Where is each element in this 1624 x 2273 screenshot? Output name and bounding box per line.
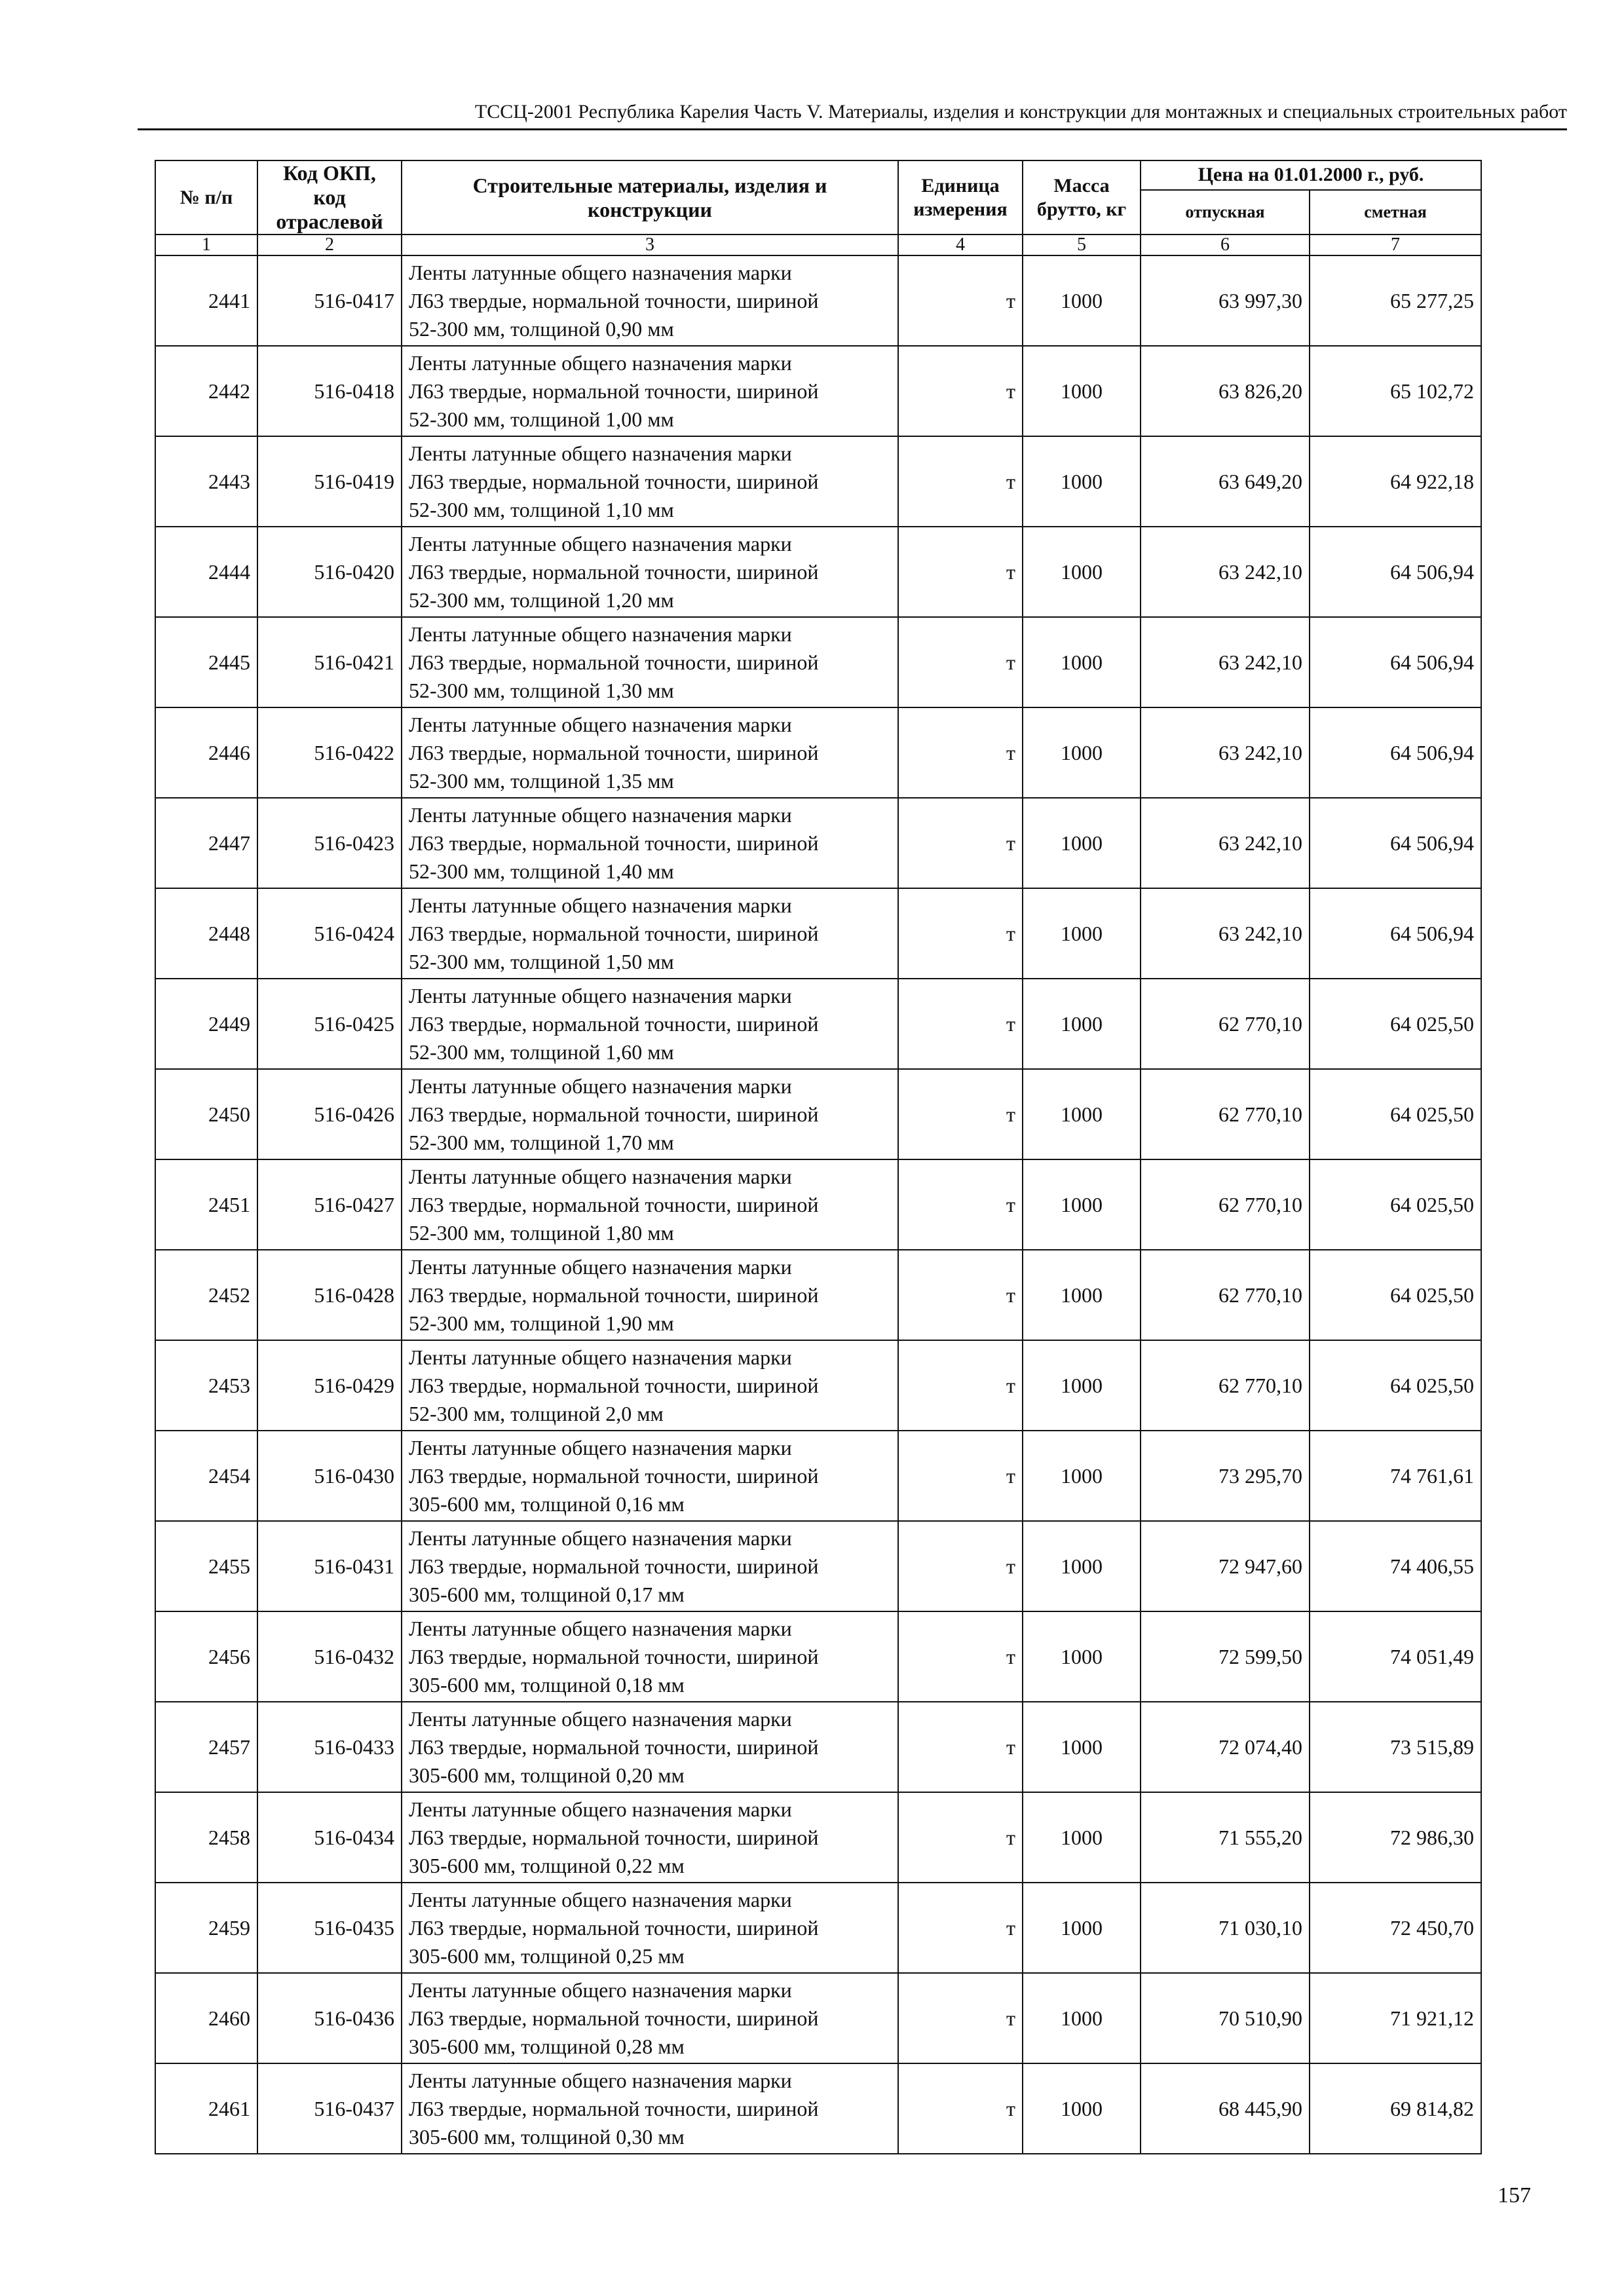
column-number: 5: [1023, 235, 1141, 255]
row-mass: 1000: [1023, 346, 1141, 436]
row-price-release: 63 242,10: [1141, 527, 1310, 617]
row-material-name: [402, 1702, 898, 1792]
row-unit: т: [898, 436, 1023, 527]
table-row: [155, 1340, 1481, 1431]
row-number: 2461: [155, 2063, 257, 2154]
row-material-line: 305-600 мм, толщиной 0,25 мм: [409, 1944, 685, 1968]
row-material-line: Л63 твердые, нормальной точности, шириной: [409, 831, 819, 855]
row-code: 516-0435: [257, 1883, 402, 1973]
row-unit: т: [898, 1973, 1023, 2063]
row-number: 2441: [155, 255, 257, 346]
table-row: [155, 255, 1481, 346]
row-material-name: [402, 1521, 898, 1611]
row-number: 2458: [155, 1792, 257, 1883]
row-material-line: 52-300 мм, толщиной 2,0 мм: [409, 1401, 664, 1425]
row-price-release: 62 770,10: [1141, 1069, 1310, 1159]
table-row: [155, 1431, 1481, 1521]
row-price-estimate: 71 921,12: [1310, 1973, 1481, 2063]
row-price-estimate: 64 025,50: [1310, 979, 1481, 1069]
row-material-line: 52-300 мм, толщиной 1,80 мм: [409, 1220, 674, 1245]
row-unit: т: [898, 1159, 1023, 1250]
row-material-name: [402, 1250, 898, 1340]
column-number: 6: [1141, 235, 1310, 255]
row-code: 516-0432: [257, 1611, 402, 1702]
row-material-line: Л63 твердые, нормальной точности, шириной: [409, 921, 819, 945]
row-material-line: 52-300 мм, толщиной 1,70 мм: [409, 1130, 674, 1154]
row-price-release: 72 599,50: [1141, 1611, 1310, 1702]
table-header: [155, 160, 1481, 255]
row-material-line: Ленты латунные общего назначения марки: [409, 1435, 792, 1459]
row-code: 516-0429: [257, 1340, 402, 1431]
row-price-release: 68 445,90: [1141, 2063, 1310, 2154]
row-material-line: Ленты латунные общего назначения марки: [409, 1164, 792, 1188]
row-material-line: Л63 твердые, нормальной точности, шириной: [409, 1825, 819, 1849]
row-material-line: Л63 твердые, нормальной точности, шириной: [409, 740, 819, 764]
row-price-release: 62 770,10: [1141, 979, 1310, 1069]
row-unit: т: [898, 888, 1023, 979]
row-price-release: 62 770,10: [1141, 1340, 1310, 1431]
row-unit: т: [898, 527, 1023, 617]
row-material-line: Ленты латунные общего назначения марки: [409, 1706, 792, 1731]
row-unit: т: [898, 1521, 1023, 1611]
col-header-price-estimate: сметная: [1310, 190, 1481, 235]
table-row: [155, 1611, 1481, 1702]
row-unit: т: [898, 346, 1023, 436]
row-material-line: 52-300 мм, толщиной 1,10 мм: [409, 497, 674, 521]
table-row: [155, 436, 1481, 527]
row-material-line: 305-600 мм, толщиной 0,30 мм: [409, 2124, 685, 2149]
row-price-estimate: 65 277,25: [1310, 255, 1481, 346]
row-material-line: Л63 твердые, нормальной точности, шириной: [409, 1735, 819, 1759]
row-unit: т: [898, 617, 1023, 707]
row-unit: т: [898, 1883, 1023, 1973]
row-code: 516-0428: [257, 1250, 402, 1340]
row-code: 516-0430: [257, 1431, 402, 1521]
row-material-line: 52-300 мм, толщиной 1,30 мм: [409, 678, 674, 702]
row-material-name: [402, 436, 898, 527]
row-material-line: 305-600 мм, толщиной 0,22 мм: [409, 1853, 685, 1877]
row-material-line: Ленты латунные общего назначения марки: [409, 260, 792, 284]
row-unit: т: [898, 1431, 1023, 1521]
row-material-line: Л63 твердые, нормальной точности, шириной: [409, 288, 819, 312]
row-code: 516-0419: [257, 436, 402, 527]
row-price-estimate: 72 986,30: [1310, 1792, 1481, 1883]
row-material-name: [402, 979, 898, 1069]
row-code: 516-0427: [257, 1159, 402, 1250]
row-material-line: Ленты латунные общего назначения марки: [409, 1074, 792, 1098]
row-price-release: 63 997,30: [1141, 255, 1310, 346]
row-material-line: Ленты латунные общего назначения марки: [409, 622, 792, 646]
row-number: 2448: [155, 888, 257, 979]
table-row: [155, 888, 1481, 979]
row-material-line: Ленты латунные общего назначения марки: [409, 1887, 792, 1911]
row-material-line: 305-600 мм, толщиной 0,17 мм: [409, 1582, 685, 1606]
row-material-line: Л63 твердые, нормальной точности, шириной: [409, 379, 819, 403]
row-material-line: Л63 твердые, нормальной точности, шириной: [409, 1102, 819, 1126]
row-price-estimate: 73 515,89: [1310, 1702, 1481, 1792]
table-row: [155, 527, 1481, 617]
row-mass: 1000: [1023, 1521, 1141, 1611]
row-number: 2449: [155, 979, 257, 1069]
row-price-release: 73 295,70: [1141, 1431, 1310, 1521]
row-material-line: 305-600 мм, толщиной 0,28 мм: [409, 2034, 685, 2058]
row-material-line: Л63 твердые, нормальной точности, шириной: [409, 1644, 819, 1668]
row-code: 516-0436: [257, 1973, 402, 2063]
row-material-line: 52-300 мм, толщиной 1,35 мм: [409, 768, 674, 793]
row-price-estimate: 65 102,72: [1310, 346, 1481, 436]
table-row: [155, 1159, 1481, 1250]
row-material-name: [402, 1792, 898, 1883]
table-row: [155, 346, 1481, 436]
row-material-line: Ленты латунные общего назначения марки: [409, 531, 792, 555]
row-material-name: [402, 888, 898, 979]
row-material-line: Ленты латунные общего назначения марки: [409, 893, 792, 917]
row-material-name: [402, 255, 898, 346]
row-number: 2447: [155, 798, 257, 888]
row-price-estimate: 72 450,70: [1310, 1883, 1481, 1973]
row-material-name: [402, 527, 898, 617]
row-price-release: 63 242,10: [1141, 707, 1310, 798]
row-material-name: [402, 1159, 898, 1250]
row-mass: 1000: [1023, 1159, 1141, 1250]
row-code: 516-0420: [257, 527, 402, 617]
row-code: 516-0421: [257, 617, 402, 707]
row-code: 516-0426: [257, 1069, 402, 1159]
row-price-estimate: 64 025,50: [1310, 1340, 1481, 1431]
row-material-line: Ленты латунные общего назначения марки: [409, 712, 792, 736]
table-row: [155, 979, 1481, 1069]
row-unit: т: [898, 979, 1023, 1069]
row-unit: т: [898, 1340, 1023, 1431]
row-material-line: Л63 твердые, нормальной точности, шириной: [409, 1011, 819, 1036]
row-material-line: 305-600 мм, толщиной 0,18 мм: [409, 1672, 685, 1697]
row-material-line: 52-300 мм, толщиной 1,00 мм: [409, 407, 674, 431]
row-material-line: Ленты латунные общего назначения марки: [409, 983, 792, 1007]
row-material-line: 52-300 мм, толщиной 1,90 мм: [409, 1311, 674, 1335]
table-row: [155, 1069, 1481, 1159]
table-row: [155, 1792, 1481, 1883]
row-material-line: Ленты латунные общего назначения марки: [409, 350, 792, 375]
row-material-name: [402, 1973, 898, 2063]
row-code: 516-0423: [257, 798, 402, 888]
row-material-line: Ленты латунные общего назначения марки: [409, 2068, 792, 2092]
row-unit: т: [898, 1069, 1023, 1159]
row-mass: 1000: [1023, 1702, 1141, 1792]
row-unit: т: [898, 2063, 1023, 2154]
row-material-line: Л63 твердые, нормальной точности, шириной: [409, 2096, 819, 2120]
row-material-line: Ленты латунные общего назначения марки: [409, 802, 792, 827]
row-material-line: 305-600 мм, толщиной 0,16 мм: [409, 1492, 685, 1516]
row-price-release: 71 030,10: [1141, 1883, 1310, 1973]
row-mass: 1000: [1023, 888, 1141, 979]
row-material-line: Ленты латунные общего назначения марки: [409, 1345, 792, 1369]
row-code: 516-0434: [257, 1792, 402, 1883]
row-material-line: Ленты латунные общего назначения марки: [409, 1254, 792, 1279]
col-header-mass: Масса брутто, кг: [1023, 160, 1141, 235]
row-price-estimate: 69 814,82: [1310, 2063, 1481, 2154]
row-number: 2444: [155, 527, 257, 617]
row-number: 2452: [155, 1250, 257, 1340]
row-material-line: Л63 твердые, нормальной точности, шириной: [409, 1554, 819, 1578]
col-header-price-group: Цена на 01.01.2000 г., руб.: [1141, 160, 1481, 190]
row-material-line: 52-300 мм, толщиной 1,50 мм: [409, 949, 674, 973]
row-code: 516-0431: [257, 1521, 402, 1611]
row-price-release: 63 242,10: [1141, 888, 1310, 979]
row-material-line: Л63 твердые, нормальной точности, шириной: [409, 1192, 819, 1216]
row-material-line: Л63 твердые, нормальной точности, шириной: [409, 1283, 819, 1307]
table-row: [155, 1250, 1481, 1340]
row-unit: т: [898, 1611, 1023, 1702]
col-header-name: Строительные материалы, изделия и конструкции: [402, 160, 898, 235]
row-material-name: [402, 1883, 898, 1973]
row-material-name: [402, 1431, 898, 1521]
row-price-estimate: 64 506,94: [1310, 707, 1481, 798]
row-price-estimate: 64 506,94: [1310, 527, 1481, 617]
row-code: 516-0422: [257, 707, 402, 798]
row-price-estimate: 74 051,49: [1310, 1611, 1481, 1702]
table-row: [155, 1883, 1481, 1973]
row-material-name: [402, 707, 898, 798]
row-mass: 1000: [1023, 1431, 1141, 1521]
row-material-name: [402, 1069, 898, 1159]
row-material-line: 52-300 мм, толщиной 1,20 мм: [409, 588, 674, 612]
row-mass: 1000: [1023, 255, 1141, 346]
row-mass: 1000: [1023, 1611, 1141, 1702]
row-material-line: Л63 твердые, нормальной точности, шириной: [409, 1915, 819, 1940]
row-material-name: [402, 798, 898, 888]
row-material-line: Л63 твердые, нормальной точности, шириной: [409, 469, 819, 493]
row-price-estimate: 74 761,61: [1310, 1431, 1481, 1521]
row-unit: т: [898, 798, 1023, 888]
row-code: 516-0437: [257, 2063, 402, 2154]
row-number: 2453: [155, 1340, 257, 1431]
row-material-line: Ленты латунные общего назначения марки: [409, 1616, 792, 1640]
row-material-line: Л63 твердые, нормальной точности, шириной: [409, 559, 819, 584]
row-mass: 1000: [1023, 1340, 1141, 1431]
column-number: 3: [402, 235, 898, 255]
row-number: 2442: [155, 346, 257, 436]
row-number: 2454: [155, 1431, 257, 1521]
table-row: [155, 1521, 1481, 1611]
row-number: 2455: [155, 1521, 257, 1611]
row-mass: 1000: [1023, 798, 1141, 888]
row-number: 2446: [155, 707, 257, 798]
table-row: [155, 617, 1481, 707]
row-unit: т: [898, 255, 1023, 346]
row-material-line: Ленты латунные общего назначения марки: [409, 1797, 792, 1821]
row-code: 516-0418: [257, 346, 402, 436]
row-price-estimate: 64 506,94: [1310, 888, 1481, 979]
row-mass: 1000: [1023, 707, 1141, 798]
row-code: 516-0417: [257, 255, 402, 346]
table-row: [155, 798, 1481, 888]
row-material-line: Ленты латунные общего назначения марки: [409, 441, 792, 465]
row-material-line: 52-300 мм, толщиной 1,60 мм: [409, 1040, 674, 1064]
row-price-release: 62 770,10: [1141, 1250, 1310, 1340]
row-mass: 1000: [1023, 1973, 1141, 2063]
row-number: 2445: [155, 617, 257, 707]
row-unit: т: [898, 1792, 1023, 1883]
row-code: 516-0433: [257, 1702, 402, 1792]
row-unit: т: [898, 1702, 1023, 1792]
col-header-price-release: отпускная: [1141, 190, 1310, 235]
column-number: 7: [1310, 235, 1481, 255]
row-unit: т: [898, 1250, 1023, 1340]
row-price-estimate: 64 506,94: [1310, 617, 1481, 707]
row-price-release: 72 947,60: [1141, 1521, 1310, 1611]
row-material-line: 52-300 мм, толщиной 1,40 мм: [409, 859, 674, 883]
row-mass: 1000: [1023, 527, 1141, 617]
row-mass: 1000: [1023, 1069, 1141, 1159]
row-mass: 1000: [1023, 2063, 1141, 2154]
row-mass: 1000: [1023, 1883, 1141, 1973]
header-divider: [138, 128, 1567, 130]
row-mass: 1000: [1023, 1792, 1141, 1883]
row-number: 2451: [155, 1159, 257, 1250]
table-row: [155, 1702, 1481, 1792]
column-number-row: [155, 235, 1481, 255]
row-material-line: Л63 твердые, нормальной точности, шириной: [409, 650, 819, 674]
page-number: 157: [1498, 2183, 1531, 2207]
row-unit: т: [898, 707, 1023, 798]
row-mass: 1000: [1023, 979, 1141, 1069]
row-price-release: 63 242,10: [1141, 617, 1310, 707]
row-price-estimate: 64 025,50: [1310, 1159, 1481, 1250]
column-number: 4: [898, 235, 1023, 255]
row-price-release: 71 555,20: [1141, 1792, 1310, 1883]
row-material-line: Л63 твердые, нормальной точности, шириной: [409, 1373, 819, 1397]
column-number: 1: [155, 235, 257, 255]
row-price-estimate: 74 406,55: [1310, 1521, 1481, 1611]
row-material-line: Л63 твердые, нормальной точности, шириной: [409, 2006, 819, 2030]
row-material-line: 52-300 мм, толщиной 0,90 мм: [409, 316, 674, 341]
col-header-num: № п/п: [155, 160, 257, 235]
row-price-release: 63 826,20: [1141, 346, 1310, 436]
table-row: [155, 1973, 1481, 2063]
row-material-line: 305-600 мм, толщиной 0,20 мм: [409, 1763, 685, 1787]
row-price-release: 70 510,90: [1141, 1973, 1310, 2063]
row-material-name: [402, 1611, 898, 1702]
row-material-line: Л63 твердые, нормальной точности, шириной: [409, 1463, 819, 1488]
row-number: 2459: [155, 1883, 257, 1973]
price-table: [155, 160, 1482, 2154]
table-row: [155, 2063, 1481, 2154]
col-header-unit: Единица измерения: [898, 160, 1023, 235]
row-price-estimate: 64 506,94: [1310, 798, 1481, 888]
row-price-release: 72 074,40: [1141, 1702, 1310, 1792]
table-body: [155, 255, 1481, 2154]
column-number: 2: [257, 235, 402, 255]
row-price-release: 62 770,10: [1141, 1159, 1310, 1250]
row-material-line: Ленты латунные общего назначения марки: [409, 1526, 792, 1550]
row-price-release: 63 649,20: [1141, 436, 1310, 527]
row-price-release: 63 242,10: [1141, 798, 1310, 888]
row-code: 516-0425: [257, 979, 402, 1069]
row-mass: 1000: [1023, 436, 1141, 527]
row-material-line: Ленты латунные общего назначения марки: [409, 1978, 792, 2002]
row-number: 2456: [155, 1611, 257, 1702]
row-price-estimate: 64 025,50: [1310, 1069, 1481, 1159]
row-number: 2460: [155, 1973, 257, 2063]
row-material-name: [402, 1340, 898, 1431]
row-number: 2443: [155, 436, 257, 527]
table-row: [155, 707, 1481, 798]
running-header: ТССЦ-2001 Республика Карелия Часть V. Материалы, изделия и конструкции для монтажных и специальных строительных работ: [474, 101, 1567, 122]
row-mass: 1000: [1023, 617, 1141, 707]
row-mass: 1000: [1023, 1250, 1141, 1340]
row-price-estimate: 64 922,18: [1310, 436, 1481, 527]
row-material-name: [402, 617, 898, 707]
row-material-name: [402, 2063, 898, 2154]
row-number: 2457: [155, 1702, 257, 1792]
row-code: 516-0424: [257, 888, 402, 979]
row-material-name: [402, 346, 898, 436]
col-header-code: Код ОКП, код отраслевой: [257, 160, 402, 235]
row-price-estimate: 64 025,50: [1310, 1250, 1481, 1340]
row-number: 2450: [155, 1069, 257, 1159]
